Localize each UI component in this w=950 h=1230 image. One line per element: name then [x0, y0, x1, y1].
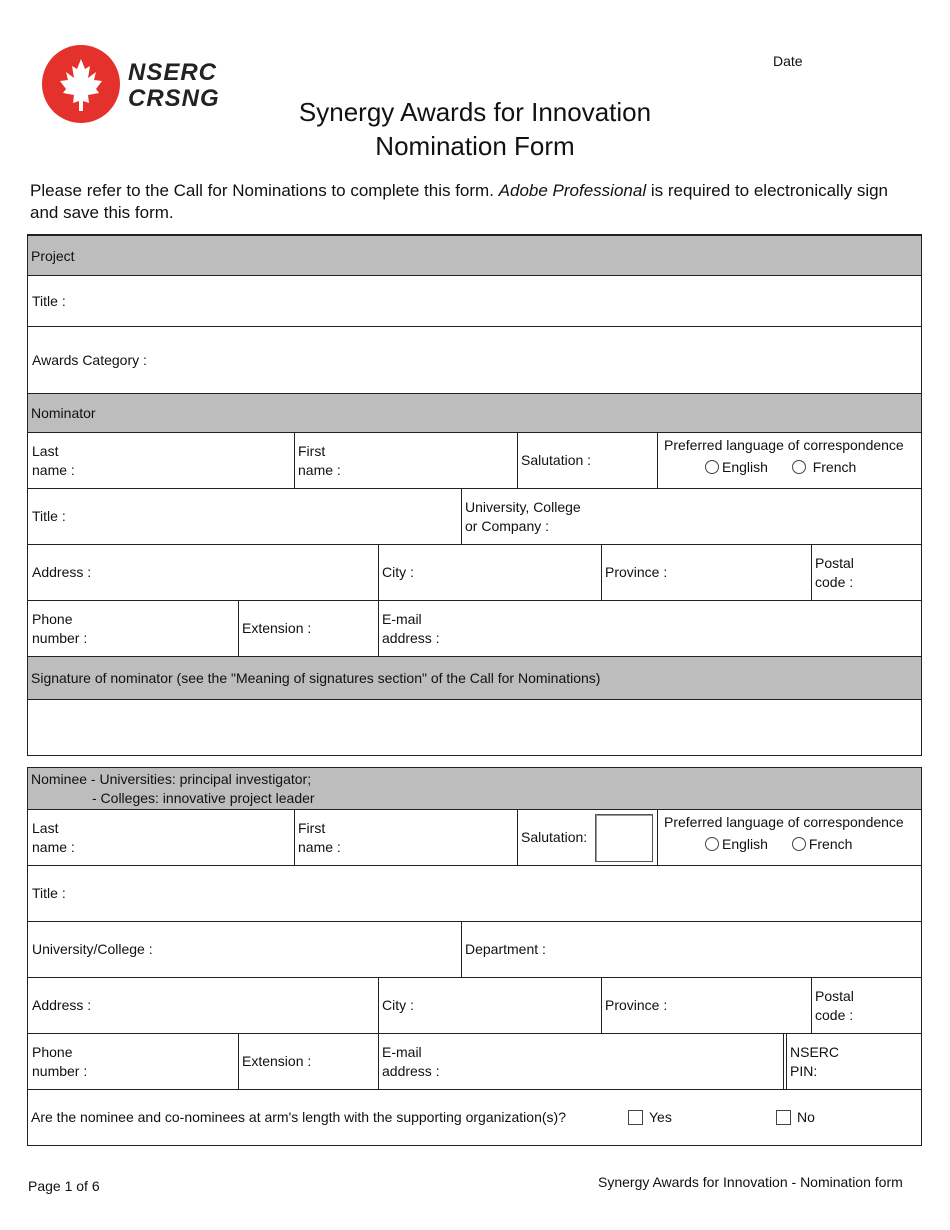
department-label: Department : [465, 941, 546, 957]
postal-label-1: Postal [815, 554, 854, 571]
nominator-email-field[interactable] [378, 601, 921, 656]
last-name-label-2: name : [32, 838, 75, 855]
arms-length-row [27, 1090, 922, 1146]
last-name-label-1: Last [32, 819, 59, 836]
email-label-1: E-mail [382, 1043, 422, 1060]
english-label: English [722, 836, 768, 852]
extension-label: Extension : [242, 1053, 312, 1069]
checkbox-icon [628, 1110, 643, 1125]
nominee-department-field[interactable] [461, 922, 921, 977]
first-name-label-2: name : [298, 838, 341, 855]
french-label: French [812, 459, 857, 475]
postal-label-2: code : [815, 573, 854, 590]
nominator-first-name-field[interactable] [294, 433, 517, 488]
nominee-language-group [657, 810, 921, 865]
nominator-english-radio[interactable] [705, 459, 768, 475]
nominator-province-field[interactable] [601, 545, 811, 600]
project-section-label: Project [31, 247, 75, 264]
no-label: No [797, 1109, 815, 1125]
nominee-section-line-1: Nominee - Universities: principal investigator; [31, 771, 312, 787]
yes-label: Yes [649, 1109, 672, 1125]
nominee-name-row [27, 810, 922, 866]
address-label: Address : [32, 564, 92, 580]
nominator-name-row [27, 433, 922, 489]
phone-label-2: number : [32, 629, 88, 646]
nominee-french-radio[interactable] [792, 836, 853, 852]
email-label-2: address : [382, 1062, 440, 1079]
title-label: Title : [32, 508, 66, 524]
salutation-label: Salutation : [521, 452, 592, 468]
phone-label-1: Phone [32, 610, 73, 627]
english-label: English [722, 459, 768, 475]
footer-form-name: Synergy Awards for Innovation - Nomination form [598, 1174, 903, 1190]
phone-label-1: Phone [32, 1043, 73, 1060]
language-label: Preferred language of correspondence [664, 814, 904, 830]
university-label-1: University, College [465, 498, 581, 515]
extension-label: Extension : [242, 620, 312, 636]
radio-icon [705, 837, 719, 851]
nominator-language-group [657, 433, 921, 488]
nominee-english-radio[interactable] [705, 836, 768, 852]
logo-line-2: CRSNG [128, 85, 220, 112]
nominator-section-label: Nominator [31, 405, 96, 421]
form-title-line-2: Nomination Form [375, 131, 575, 161]
email-label-1: E-mail [382, 610, 422, 627]
province-label: Province : [605, 997, 668, 1013]
nominee-phone-row [27, 1034, 922, 1090]
date-label: Date [773, 53, 803, 69]
nominator-title-row [27, 489, 922, 545]
nominator-section-header [27, 394, 922, 433]
arms-length-question: Are the nominee and co-nominees at arm's length with the supporting organization(s)? [31, 1109, 566, 1125]
nominator-title-field[interactable] [28, 489, 461, 544]
awards-category-label: Awards Category : [32, 351, 147, 368]
email-label-2: address : [382, 629, 440, 646]
radio-icon [792, 460, 806, 474]
nominee-address-row [27, 978, 922, 1034]
city-label: City : [382, 564, 414, 580]
nominator-last-name-field[interactable] [28, 433, 294, 488]
first-name-label-2: name : [298, 461, 341, 478]
title-label: Title : [32, 885, 66, 901]
nominee-first-name-field[interactable] [294, 810, 517, 865]
nominee-email-field[interactable] [378, 1034, 783, 1089]
postal-label-1: Postal [815, 987, 854, 1004]
language-label: Preferred language of correspondence [664, 437, 904, 453]
nominee-province-field[interactable] [601, 978, 811, 1033]
nominee-salutation-input[interactable] [595, 814, 653, 862]
checkbox-icon [776, 1110, 791, 1125]
nominator-phone-row [27, 601, 922, 657]
postal-label-2: code : [815, 1006, 854, 1023]
nominee-university-row [27, 922, 922, 978]
logo-line-1: NSERC [128, 59, 218, 86]
nominee-extension-field[interactable] [238, 1034, 378, 1089]
intro-part-2: is required to electronically sign and save this form. [30, 181, 889, 222]
nominee-section-header [27, 767, 922, 810]
project-title-field[interactable] [27, 276, 922, 327]
nominator-signature-field[interactable] [27, 700, 922, 756]
nominator-salutation-field[interactable] [517, 433, 657, 488]
nominee-phone-field[interactable] [28, 1034, 238, 1089]
last-name-label-1: Last [32, 442, 59, 459]
signature-label: Signature of nominator (see the "Meaning of signatures section" of the Call for Nominations) [31, 670, 601, 686]
intro-part-1: Please refer to the Call for Nominations to complete this form. [30, 181, 494, 200]
university-label: University/College : [32, 941, 153, 957]
address-label: Address : [32, 997, 92, 1013]
project-title-label: Title : [32, 292, 66, 309]
nominee-postal-code-field[interactable] [811, 978, 921, 1033]
form-title [0, 95, 950, 163]
nominator-university-field[interactable] [461, 489, 921, 544]
radio-icon [705, 460, 719, 474]
nominator-phone-field[interactable] [28, 601, 238, 656]
nominee-city-field[interactable] [378, 978, 601, 1033]
nominator-address-field[interactable] [28, 545, 378, 600]
nominator-address-row [27, 545, 922, 601]
signature-section-header [27, 657, 922, 700]
nominator-french-radio[interactable] [792, 459, 856, 475]
nominator-extension-field[interactable] [238, 601, 378, 656]
project-section-header [27, 234, 922, 276]
french-label: French [808, 836, 853, 852]
province-label: Province : [605, 564, 668, 580]
nominee-last-name-field[interactable] [28, 810, 294, 865]
arms-length-no-checkbox[interactable] [772, 1090, 872, 1145]
phone-label-2: number : [32, 1062, 88, 1079]
salutation-label: Salutation: [521, 829, 588, 845]
first-name-label-1: First [298, 442, 326, 459]
nominator-city-field[interactable] [378, 545, 601, 600]
nominee-address-field[interactable] [28, 978, 378, 1033]
city-label: City : [382, 997, 414, 1013]
nominator-postal-code-field[interactable] [811, 545, 921, 600]
first-name-label-1: First [298, 819, 326, 836]
nominee-nserc-pin-field[interactable] [786, 1034, 921, 1089]
arms-length-yes-checkbox[interactable] [624, 1090, 744, 1145]
radio-icon [792, 837, 806, 851]
awards-category-field[interactable] [27, 327, 922, 394]
intro-emphasis: Adobe Professional [498, 181, 647, 200]
nominee-section-line-2: - Colleges: innovative project leader [92, 790, 315, 806]
nominee-title-field[interactable] [27, 866, 922, 922]
nominee-salutation-group [517, 810, 657, 865]
page-number: Page 1 of 6 [28, 1178, 100, 1194]
pin-label-2: PIN: [790, 1062, 818, 1079]
university-label-2: or Company : [465, 517, 550, 534]
last-name-label-2: name : [32, 461, 75, 478]
form-title-line-1: Synergy Awards for Innovation [298, 97, 652, 127]
intro-text [30, 180, 920, 224]
nominee-university-field[interactable] [28, 922, 461, 977]
pin-label-1: NSERC [790, 1043, 840, 1060]
